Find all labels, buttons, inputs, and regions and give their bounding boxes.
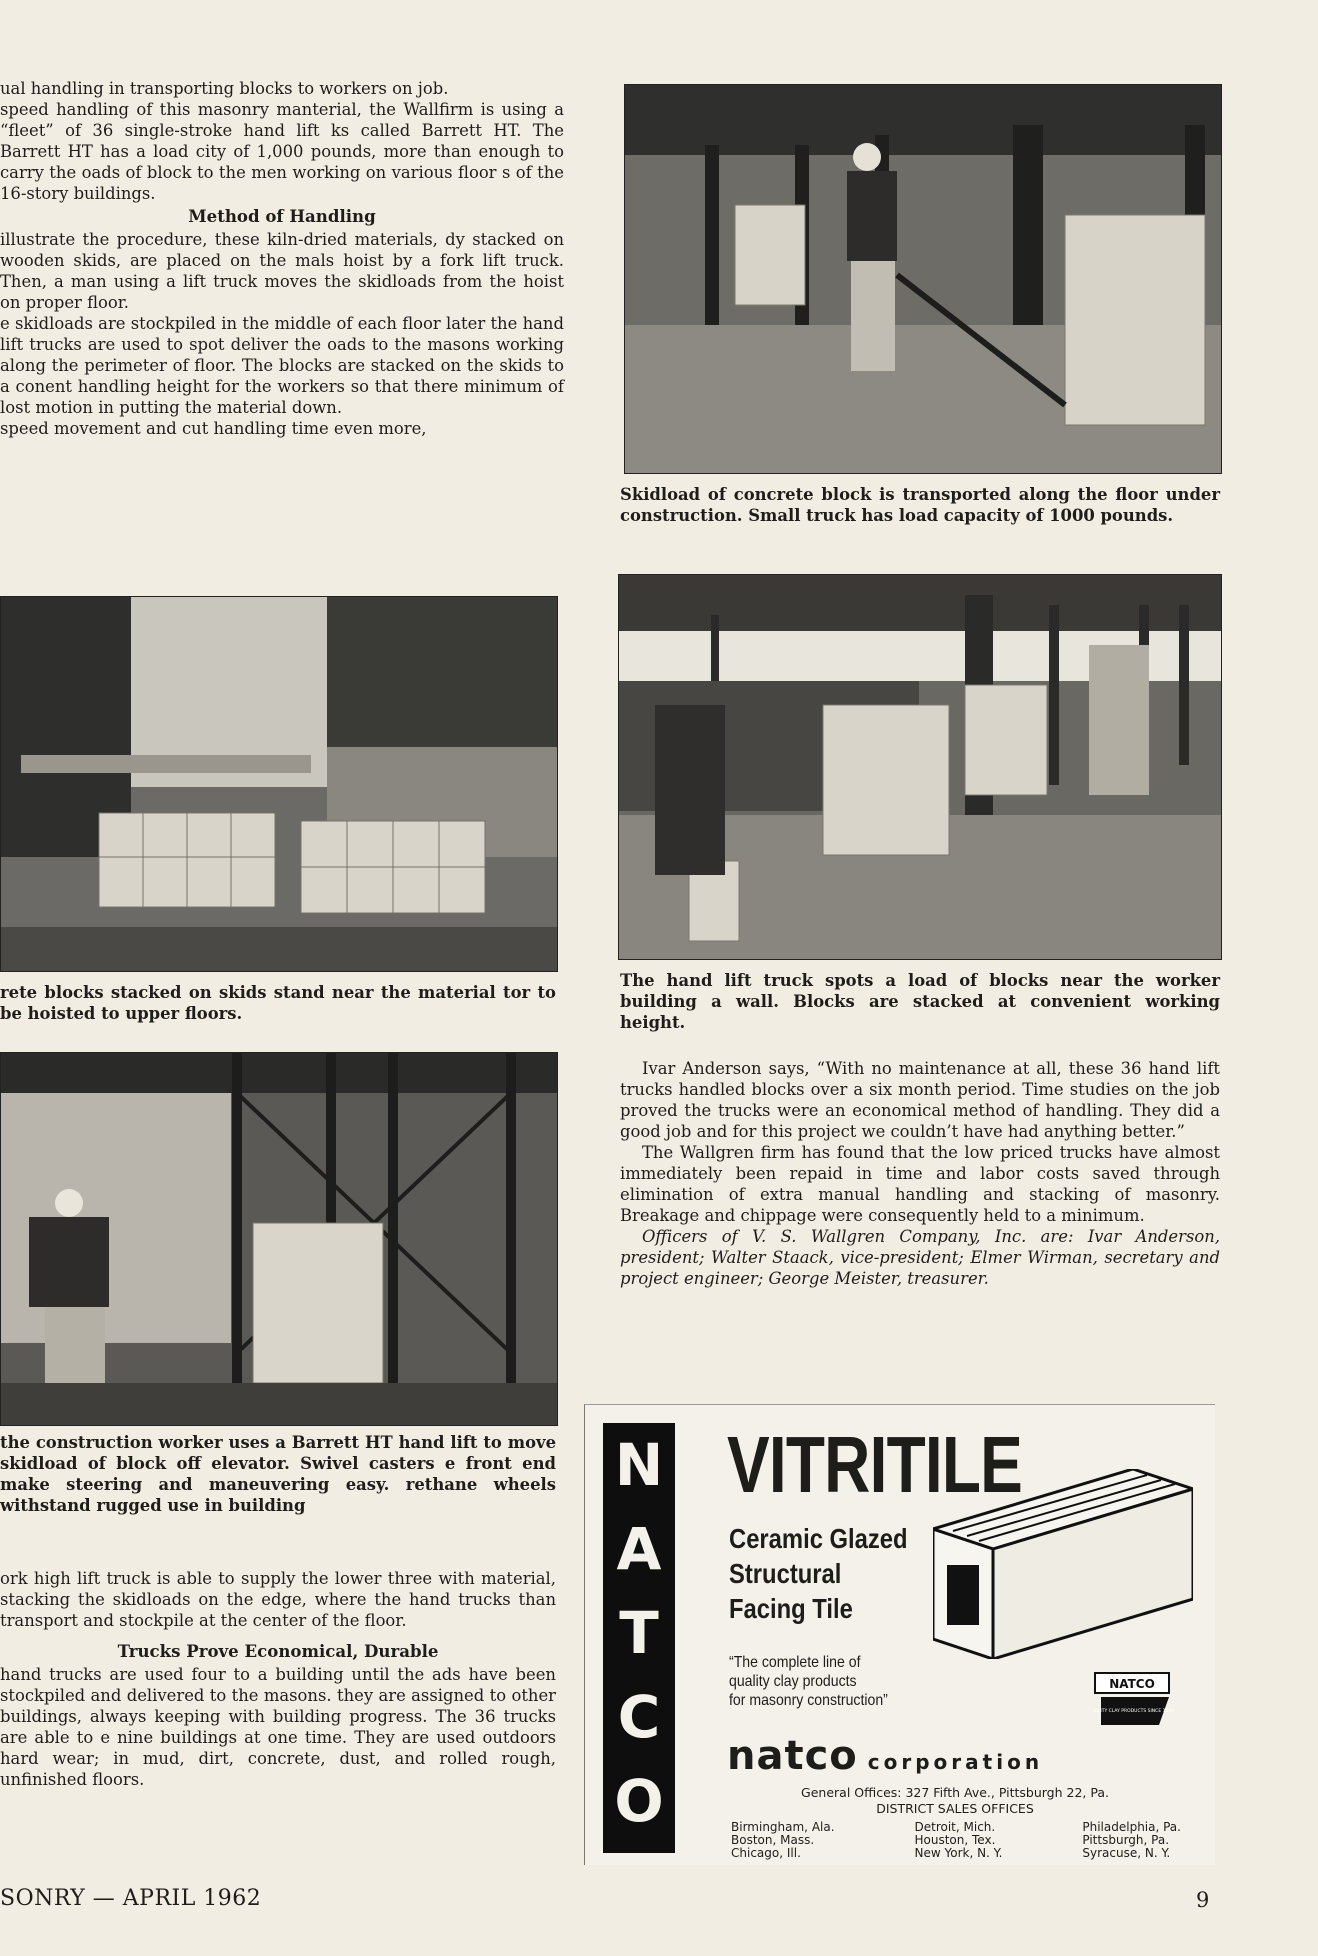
ad-subtitle-line: Ceramic Glazed [729, 1523, 908, 1554]
natco-corporation-wordmark [727, 1733, 1043, 1779]
structural-tile-illustration [933, 1469, 1193, 1659]
city: Philadelphia, Pa. [1082, 1820, 1181, 1834]
natco-quality-tag [1093, 1667, 1175, 1727]
page-number: 9 [1196, 1888, 1210, 1912]
city: Birmingham, Ala. [731, 1820, 835, 1834]
ad-quote-line: quality clay products [729, 1673, 857, 1690]
city: New York, N. Y. [914, 1846, 1003, 1860]
method-paragraph-3: speed movement and cut handling time even more, [0, 419, 427, 438]
right-column-text [620, 1058, 1220, 1289]
district-cities [731, 1821, 1181, 1860]
durable-paragraph: hand trucks are used four to a building until the ads have been stockpiled and delivered to the masons. they are assigned to other buildings, always keeping with building progress. The 36 trucks are able to e nine buildings at one time. They are used outdoors hard wear; in mud, dirt, concrete, dust, and rolled rough, unfinished floors. [0, 1665, 556, 1789]
strip-letter: A [616, 1515, 662, 1583]
intro-paragraph-2: speed handling of this masonry manterial, the Wallfirm is using a “fleet” of 36 single-stroke hand lift ks called Barrett HT. The Barrett HT has a load city of 1,000 pounds, more than enough to carry the oads of block to the men working on various floor s of the 16-story buildings. [0, 100, 564, 203]
ad-quote [729, 1653, 888, 1710]
subhead-method-of-handling: Method of Handling [188, 206, 376, 226]
city: Houston, Tex. [914, 1833, 996, 1847]
district-sales-label: DISTRICT SALES OFFICES [876, 1801, 1034, 1816]
strip-letter: T [619, 1599, 659, 1667]
city: Chicago, Ill. [731, 1846, 801, 1860]
photo-hand-lift-spots-load [618, 574, 1222, 960]
city: Pittsburgh, Pa. [1082, 1833, 1170, 1847]
intro-paragraph-1: ual handling in transporting blocks to workers on job. [0, 79, 449, 98]
anderson-quote-paragraph: Ivar Anderson says, “With no maintenance at all, these 36 hand lift trucks handled blocks over a six month period. Time studies on the job proved the trucks were an economical method of handling. They did a good job and for this project we couldn’t have had anything better.” [620, 1059, 1220, 1141]
natco-advertisement [584, 1404, 1215, 1865]
city-column [731, 1821, 835, 1860]
subhead-trucks-prove-economical: Trucks Prove Economical, Durable [117, 1641, 439, 1661]
method-paragraph-1: illustrate the procedure, these kiln-dried materials, dy stacked on wooden skids, are placed on the mals hoist by a fork lift truck. Then, a man using a lift truck moves the skidloads from the hoist on proper floor. [0, 230, 564, 312]
photo-worker-hand-lift [0, 1052, 558, 1426]
left-column-lower-text [0, 1568, 556, 1790]
caption-photo-2: the construction worker uses a Barrett HT hand lift to move skidload of block off elevator. Swivel casters e front end make steering and maneuvering easy. rethane wheels withstand rugged use in building [0, 1433, 556, 1515]
caption-photo-1: rete blocks stacked on skids stand near the material tor to be hoisted to upper floors. [0, 983, 556, 1023]
ad-quote-line: “The complete line of [729, 1654, 861, 1671]
strip-letter: C [617, 1683, 661, 1751]
city-column [1082, 1821, 1181, 1860]
ad-quote-line: for masonry construction” [729, 1692, 888, 1709]
city: Syracuse, N. Y. [1082, 1846, 1171, 1860]
ad-title-vitritile: VITRITILE [727, 1420, 1023, 1509]
general-offices: General Offices: 327 Fifth Ave., Pittsburgh 22, Pa. [801, 1785, 1109, 1800]
ad-subtitle [729, 1521, 908, 1626]
officers-paragraph: Officers of V. S. Wallgren Company, Inc. are: Ivar Anderson, president; Walter Staack, vice-president; Elmer Wirman, secretary and project engineer; George Meister, treasurer. [620, 1227, 1220, 1288]
tag-small-text: QUALITY CLAY PRODUCTS SINCE 1889 [1093, 1709, 1175, 1714]
caption-photo-4: The hand lift truck spots a load of blocks near the worker building a wall. Blocks are stacked at convenient working height. [620, 971, 1220, 1032]
ad-subtitle-line: Facing Tile [729, 1593, 853, 1624]
corp-name-big: natco [727, 1733, 858, 1779]
high-lift-paragraph: ork high lift truck is able to supply the lower three with material, stacking the skidloads on the edge, where the hand trucks than transport and stockpile at the center of the floor. [0, 1569, 556, 1630]
city: Detroit, Mich. [914, 1820, 996, 1834]
ad-offices [735, 1785, 1175, 1817]
caption-photo-3: Skidload of concrete block is transported along the floor under construction. Small truck has load capacity of 1000 pounds. [620, 485, 1220, 525]
wallgren-paragraph: The Wallgren firm has found that the low priced trucks have almost immediately been repaid in time and labor costs saved through elimination of extra manual handling and stacking of masonry. Breakage and chippage were consequently held to a minimum. [620, 1143, 1220, 1225]
strip-letter: O [614, 1767, 664, 1835]
photo-skidload-transported [624, 84, 1222, 474]
natco-vertical-strip [603, 1423, 675, 1853]
ad-subtitle-line: Structural [729, 1558, 842, 1589]
strip-letter: N [614, 1431, 664, 1499]
left-column-text [0, 78, 564, 439]
city: Boston, Mass. [731, 1833, 815, 1847]
photo-blocks-on-skids [0, 596, 558, 972]
tag-label: NATCO [1109, 1677, 1155, 1691]
city-column [915, 1821, 1003, 1860]
footer-publication: SONRY — APRIL 1962 [0, 1886, 262, 1911]
corp-name-small: corporation [867, 1750, 1044, 1774]
method-paragraph-2: e skidloads are stockpiled in the middle of each floor later the hand lift trucks are used to spot deliver the oads to the masons working along the perimeter of floor. The blocks are stacked on the skids to a conent handling height for the workers so that there minimum of lost motion in putting the material down. [0, 314, 564, 417]
